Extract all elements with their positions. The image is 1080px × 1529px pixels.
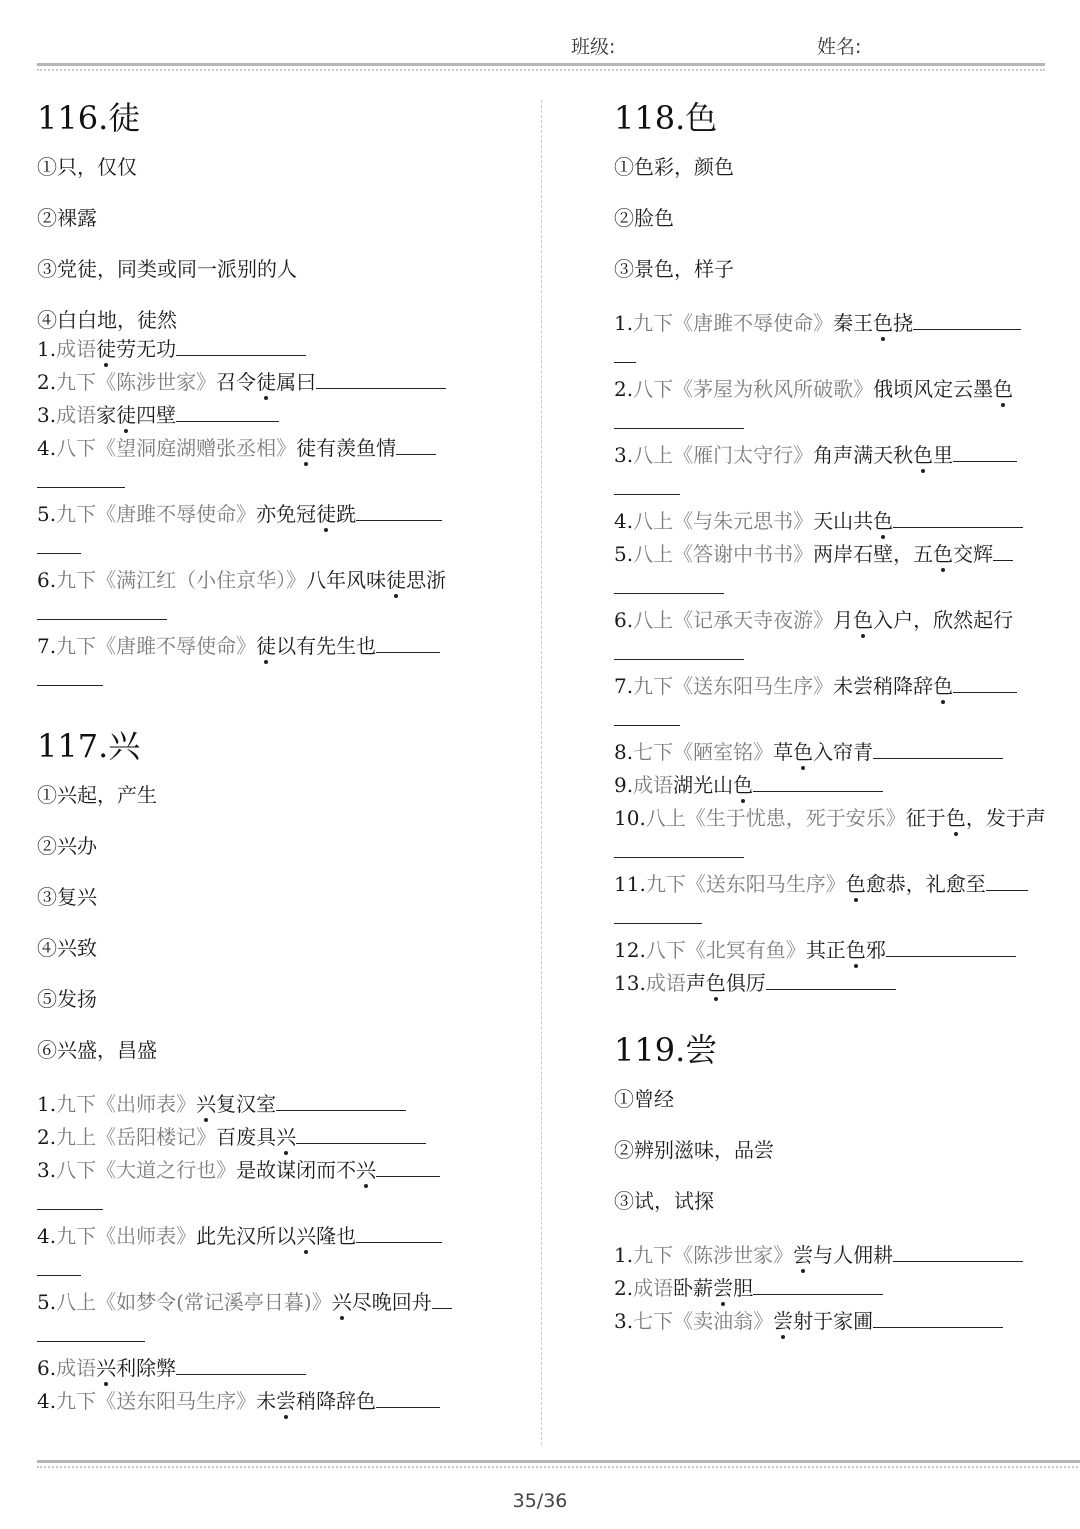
answer-blank-continued[interactable] — [37, 663, 103, 686]
example-item: 4.八下《望洞庭湖赠张丞相》徒有羡鱼情 — [37, 432, 507, 498]
section-title-119: 119.尝 — [614, 1031, 718, 1069]
answer-blank[interactable] — [176, 1352, 306, 1375]
answer-blank-continued[interactable] — [614, 472, 680, 495]
example-item: 2.九上《岳阳楼记》百废具兴 — [37, 1121, 507, 1154]
example-item: 12.八下《北冥有鱼》其正色邪 — [614, 934, 1062, 967]
example-item: 1.九下《出师表》兴复汉室 — [37, 1088, 507, 1121]
meaning-item: ⑥兴盛，昌盛 — [37, 1038, 157, 1062]
name-label: 姓名: — [817, 36, 862, 58]
answer-blank-continued[interactable] — [614, 340, 636, 363]
example-item: 1.成语徒劳无功 — [37, 333, 507, 366]
emphasis-char: 尝 — [773, 1309, 794, 1333]
answer-blank-continued[interactable] — [37, 465, 125, 488]
emphasis-char: 兴 — [96, 1356, 117, 1380]
answer-blank-continued[interactable] — [614, 703, 680, 726]
answer-blank-continued[interactable] — [37, 1319, 145, 1342]
header-rule — [37, 63, 1045, 71]
emphasis-char: 尝 — [276, 1389, 297, 1413]
answer-blank[interactable] — [913, 307, 1021, 330]
emphasis-char: 色 — [845, 872, 866, 896]
section-title-117: 117.兴 — [37, 727, 141, 765]
example-item: 6.成语兴利除弊 — [37, 1352, 507, 1385]
emphasis-char: 色 — [933, 542, 954, 566]
meaning-item: ①兴起，产生 — [37, 783, 157, 807]
right-column — [614, 94, 1062, 1338]
emphasis-char: 徒 — [96, 337, 117, 361]
emphasis-char: 色 — [913, 443, 934, 467]
answer-blank[interactable] — [993, 538, 1013, 561]
emphasis-char: 尝 — [793, 1243, 814, 1267]
emphasis-char: 兴 — [196, 1092, 217, 1116]
answer-blank[interactable] — [176, 399, 279, 422]
emphasis-char: 色 — [793, 740, 814, 764]
meaning-item: ①只，仅仅 — [37, 155, 137, 179]
example-item: 7.九下《唐雎不辱使命》徒以有先生也 — [37, 630, 507, 696]
example-item: 10.八上《生于忧患，死于安乐》征于色，发于声 — [614, 802, 1062, 868]
answer-blank[interactable] — [753, 769, 883, 792]
example-item: 5.八上《答谢中书书》两岸石壁，五色交辉 — [614, 538, 1062, 604]
example-item: 5.八上《如梦令(常记溪亭日暮)》兴尽晚回舟 — [37, 1286, 507, 1352]
example-item: 2.成语卧薪尝胆 — [614, 1272, 1062, 1305]
left-column — [37, 94, 507, 1418]
meaning-item: ④白白地，徒然 — [37, 308, 177, 332]
class-label: 班级: — [571, 36, 616, 58]
meaning-item: ②兴办 — [37, 834, 97, 858]
column-divider — [541, 100, 542, 1445]
emphasis-char: 色 — [945, 806, 966, 830]
answer-blank[interactable] — [893, 1239, 1023, 1262]
emphasis-char: 色 — [845, 938, 866, 962]
emphasis-char: 色 — [933, 674, 954, 698]
example-item: 11.九下《送东阳马生序》色愈恭，礼愈至 — [614, 868, 1062, 934]
example-item: 1.九下《唐雎不辱使命》秦王色挠 — [614, 307, 1062, 373]
example-item: 7.九下《送东阳马生序》未尝稍降辞色 — [614, 670, 1062, 736]
answer-blank[interactable] — [886, 934, 1016, 957]
answer-blank[interactable] — [376, 1154, 440, 1177]
emphasis-char: 色 — [853, 608, 874, 632]
answer-blank[interactable] — [396, 432, 436, 455]
meaning-item: ③景色，样子 — [614, 257, 734, 281]
answer-blank[interactable] — [376, 1385, 440, 1408]
emphasis-char: 尝 — [713, 1276, 734, 1300]
answer-blank-continued[interactable] — [37, 1187, 103, 1210]
answer-blank-continued[interactable] — [614, 901, 702, 924]
answer-blank[interactable] — [176, 333, 306, 356]
answer-blank[interactable] — [276, 1088, 406, 1111]
page-number: 35/36 — [512, 1490, 568, 1512]
example-item: 3.八上《雁门太守行》角声满天秋色里 — [614, 439, 1062, 505]
emphasis-char: 色 — [873, 311, 894, 335]
answer-blank[interactable] — [953, 670, 1017, 693]
answer-blank[interactable] — [356, 498, 442, 521]
footer-rule — [37, 1460, 1080, 1468]
meaning-item: ①色彩，颜色 — [614, 155, 734, 179]
answer-blank[interactable] — [296, 1121, 426, 1144]
emphasis-char: 兴 — [331, 1290, 352, 1314]
emphasis-char: 兴 — [276, 1125, 297, 1149]
emphasis-char: 色 — [705, 971, 726, 995]
answer-blank-continued[interactable] — [37, 531, 81, 554]
example-item: 3.八下《大道之行也》是故谋闭而不兴 — [37, 1154, 507, 1220]
emphasis-char: 徒 — [256, 370, 277, 394]
emphasis-char: 徒 — [256, 634, 277, 658]
emphasis-char: 徒 — [116, 403, 137, 427]
meaning-item: ③复兴 — [37, 885, 97, 909]
answer-blank-continued[interactable] — [37, 1253, 81, 1276]
meaning-item: ②辨别滋味，品尝 — [614, 1138, 774, 1162]
answer-blank[interactable] — [432, 1286, 452, 1309]
emphasis-char: 徒 — [386, 568, 407, 592]
answer-blank[interactable] — [614, 835, 744, 858]
example-item: 13.成语声色俱厉 — [614, 967, 1062, 1000]
answer-blank-continued[interactable] — [614, 406, 744, 429]
section-title-116: 116.徒 — [37, 99, 141, 137]
emphasis-char: 徒 — [296, 436, 317, 460]
meaning-item: ①曾经 — [614, 1087, 674, 1111]
example-item: 4.八上《与朱元思书》天山共色 — [614, 505, 1062, 538]
answer-blank-continued[interactable] — [614, 571, 724, 594]
example-item: 1.九下《陈涉世家》尝与人佣耕 — [614, 1239, 1062, 1272]
emphasis-char: 兴 — [356, 1158, 377, 1182]
example-item: 4.九下《送东阳马生序》未尝稍降辞色 — [37, 1385, 507, 1418]
answer-blank[interactable] — [986, 868, 1028, 891]
answer-blank[interactable] — [753, 1272, 883, 1295]
example-item: 4.九下《出师表》此先汉所以兴隆也 — [37, 1220, 507, 1286]
example-item: 2.八下《茅屋为秋风所破歌》俄顷风定云墨色 — [614, 373, 1062, 439]
answer-blank[interactable] — [356, 1220, 442, 1243]
section-title-118: 118.色 — [614, 99, 718, 137]
meaning-item: ③试，试探 — [614, 1189, 714, 1213]
meaning-item: ③党徒，同类或同一派别的人 — [37, 257, 297, 281]
answer-blank[interactable] — [37, 597, 167, 620]
answer-blank[interactable] — [766, 967, 896, 990]
emphasis-char: 兴 — [296, 1224, 317, 1248]
example-item: 2.九下《陈涉世家》召令徒属曰 — [37, 366, 507, 399]
meaning-item: ④兴致 — [37, 936, 97, 960]
answer-blank[interactable] — [893, 505, 1023, 528]
emphasis-char: 色 — [733, 773, 754, 797]
answer-blank[interactable] — [873, 736, 1003, 759]
emphasis-char: 徒 — [316, 502, 337, 526]
meaning-item: ⑤发扬 — [37, 987, 97, 1011]
example-item: 9.成语湖光山色 — [614, 769, 1062, 802]
answer-blank[interactable] — [953, 439, 1017, 462]
example-item: 3.成语家徒四壁 — [37, 399, 507, 432]
meaning-item: ②脸色 — [614, 206, 674, 230]
answer-blank[interactable] — [376, 630, 440, 653]
emphasis-char: 色 — [993, 377, 1014, 401]
emphasis-char: 色 — [873, 509, 894, 533]
example-item: 6.九下《满江红（小住京华）》八年风味徒思浙 — [37, 564, 507, 630]
example-item: 5.九下《唐雎不辱使命》亦免冠徒跣 — [37, 498, 507, 564]
meaning-item: ②裸露 — [37, 206, 97, 230]
example-item: 8.七下《陋室铭》草色入帘青 — [614, 736, 1062, 769]
answer-blank-continued[interactable] — [614, 637, 744, 660]
answer-blank[interactable] — [316, 366, 446, 389]
answer-blank[interactable] — [873, 1305, 1003, 1328]
example-item: 3.七下《卖油翁》尝射于家圃 — [614, 1305, 1062, 1338]
example-item: 6.八上《记承天寺夜游》月色入户，欣然起行 — [614, 604, 1062, 670]
